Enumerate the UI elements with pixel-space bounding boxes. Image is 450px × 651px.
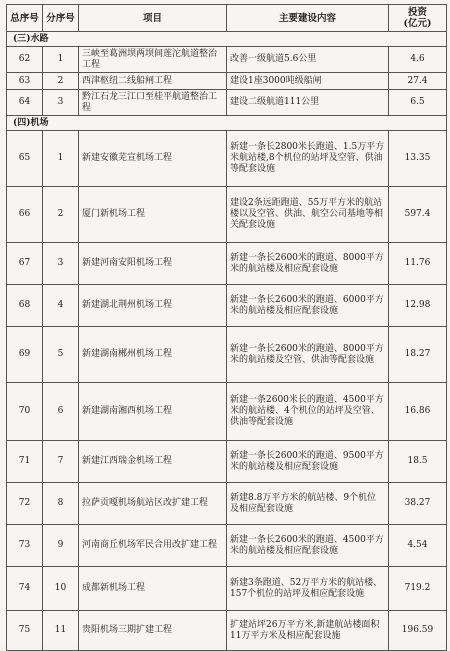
cell-total-no: 72 [7,483,43,525]
cell-total-no: 70 [7,383,43,441]
section-title: (三)水路 [7,32,447,47]
cell-content: 改善一级航道5.6公里 [227,47,389,73]
cell-content: 扩建站坪26万平方米,新建航站楼面积11万平方米及相应配套设施 [227,611,389,651]
cell-sub-no: 4 [43,285,79,327]
cell-project: 三峡至葛洲坝两坝间莲沱航道整治工程 [79,47,227,73]
header-investment [389,5,447,32]
cell-content: 建设二级航道111公里 [227,90,389,116]
table-row [7,483,447,525]
cell-investment: 196.59 [389,611,447,651]
cell-investment: 27.4 [389,73,447,90]
table-row [7,567,447,611]
cell-investment: 597.4 [389,187,447,243]
table-row [7,285,447,327]
cell-content: 新建8.8万平方米的航站楼、9个机位及相应配套设施 [227,483,389,525]
cell-content: 建设2条远距跑道、55万平方米的航站楼以及空管、供油、航空公司基地等相关配套设施 [227,187,389,243]
cell-investment: 4.54 [389,525,447,567]
table-row [7,327,447,383]
cell-total-no: 64 [7,90,43,116]
cell-investment: 18.5 [389,441,447,483]
cell-total-no: 69 [7,327,43,383]
cell-project: 河南商丘机场军民合用改扩建工程 [79,525,227,567]
cell-sub-no: 11 [43,611,79,651]
cell-sub-no: 8 [43,483,79,525]
table-row [7,441,447,483]
cell-investment: 16.86 [389,383,447,441]
cell-project: 新建湖南郴州机场工程 [79,327,227,383]
table-header-row [7,5,447,32]
cell-total-no: 66 [7,187,43,243]
cell-sub-no: 3 [43,90,79,116]
cell-investment: 6.5 [389,90,447,116]
cell-sub-no: 7 [43,441,79,483]
header-content: 主要建设内容 [227,5,389,32]
header-sub-no: 分序号 [43,5,79,32]
cell-project: 新建安徽芜宣机场工程 [79,131,227,187]
cell-project: 新建江西瑞金机场工程 [79,441,227,483]
header-investment-line2: (亿元) [403,18,432,29]
cell-sub-no: 3 [43,243,79,285]
cell-total-no: 67 [7,243,43,285]
cell-sub-no: 1 [43,47,79,73]
cell-content: 新建一条长2600米的跑道、8000平方米的航站楼及相应配套设施 [227,243,389,285]
cell-project: 新建湖北荆州机场工程 [79,285,227,327]
table-row [7,47,447,73]
cell-investment: 11.76 [389,243,447,285]
cell-total-no: 63 [7,73,43,90]
cell-total-no: 74 [7,567,43,611]
cell-content: 新建一条长2600米的跑道、4500平方米的航站楼及相应配套设施 [227,525,389,567]
cell-total-no: 73 [7,525,43,567]
cell-investment: 4.6 [389,47,447,73]
table-row [7,525,447,567]
cell-investment: 18.27 [389,327,447,383]
table-row [7,383,447,441]
cell-project: 贵阳机场三期扩建工程 [79,611,227,651]
cell-content: 新建一条长2600米的跑道、9500平方米的航站楼及相应配套设施 [227,441,389,483]
cell-project: 西津枢纽二线船闸工程 [79,73,227,90]
cell-total-no: 68 [7,285,43,327]
section-title: (四)机场 [7,116,447,131]
cell-sub-no: 1 [43,131,79,187]
table-row [7,243,447,285]
cell-sub-no: 6 [43,383,79,441]
cell-sub-no: 2 [43,187,79,243]
cell-total-no: 65 [7,131,43,187]
cell-investment: 13.35 [389,131,447,187]
cell-investment: 719.2 [389,567,447,611]
table-row [7,187,447,243]
section-row [7,32,447,47]
cell-total-no: 62 [7,47,43,73]
table-row [7,611,447,651]
cell-content: 新建一条2600米长的跑道、4500平方米的航站楼、4个机位的站坪及空管、供油等配套设施 [227,383,389,441]
header-total-no: 总序号 [7,5,43,32]
cell-project: 新建湖南湘西机场工程 [79,383,227,441]
cell-project: 拉萨贡嘎机场航站区改扩建工程 [79,483,227,525]
cell-project: 黔江石龙三江口至桂平航道整治工程 [79,90,227,116]
cell-content: 新建一条长2600米的跑道、6000平方米的航站楼及相应配套设施 [227,285,389,327]
section-row [7,116,447,131]
cell-investment: 38.27 [389,483,447,525]
cell-total-no: 75 [7,611,43,651]
cell-project: 成都新机场工程 [79,567,227,611]
cell-content: 新建一条长2800米长跑道、1.5万平方米航站楼,8个机位的站坪及空管、供油等配套设施 [227,131,389,187]
cell-content: 新建一条长2600米的跑道、8000平方米的航站楼及空管、供油等配套设施 [227,327,389,383]
header-project: 项目 [79,5,227,32]
cell-project: 新建河南安阳机场工程 [79,243,227,285]
table-row [7,131,447,187]
project-table [6,4,447,651]
cell-sub-no: 5 [43,327,79,383]
table-row [7,90,447,116]
cell-project: 厦门新机场工程 [79,187,227,243]
cell-investment: 12.98 [389,285,447,327]
header-investment-line1: 投资 [407,7,427,18]
cell-content: 新建3条跑道、52万平方米的航站楼、157个机位的站坪及相应配套设施 [227,567,389,611]
cell-sub-no: 2 [43,73,79,90]
cell-content: 建设1座3000吨级船闸 [227,73,389,90]
table-row [7,73,447,90]
cell-sub-no: 10 [43,567,79,611]
cell-total-no: 71 [7,441,43,483]
cell-sub-no: 9 [43,525,79,567]
